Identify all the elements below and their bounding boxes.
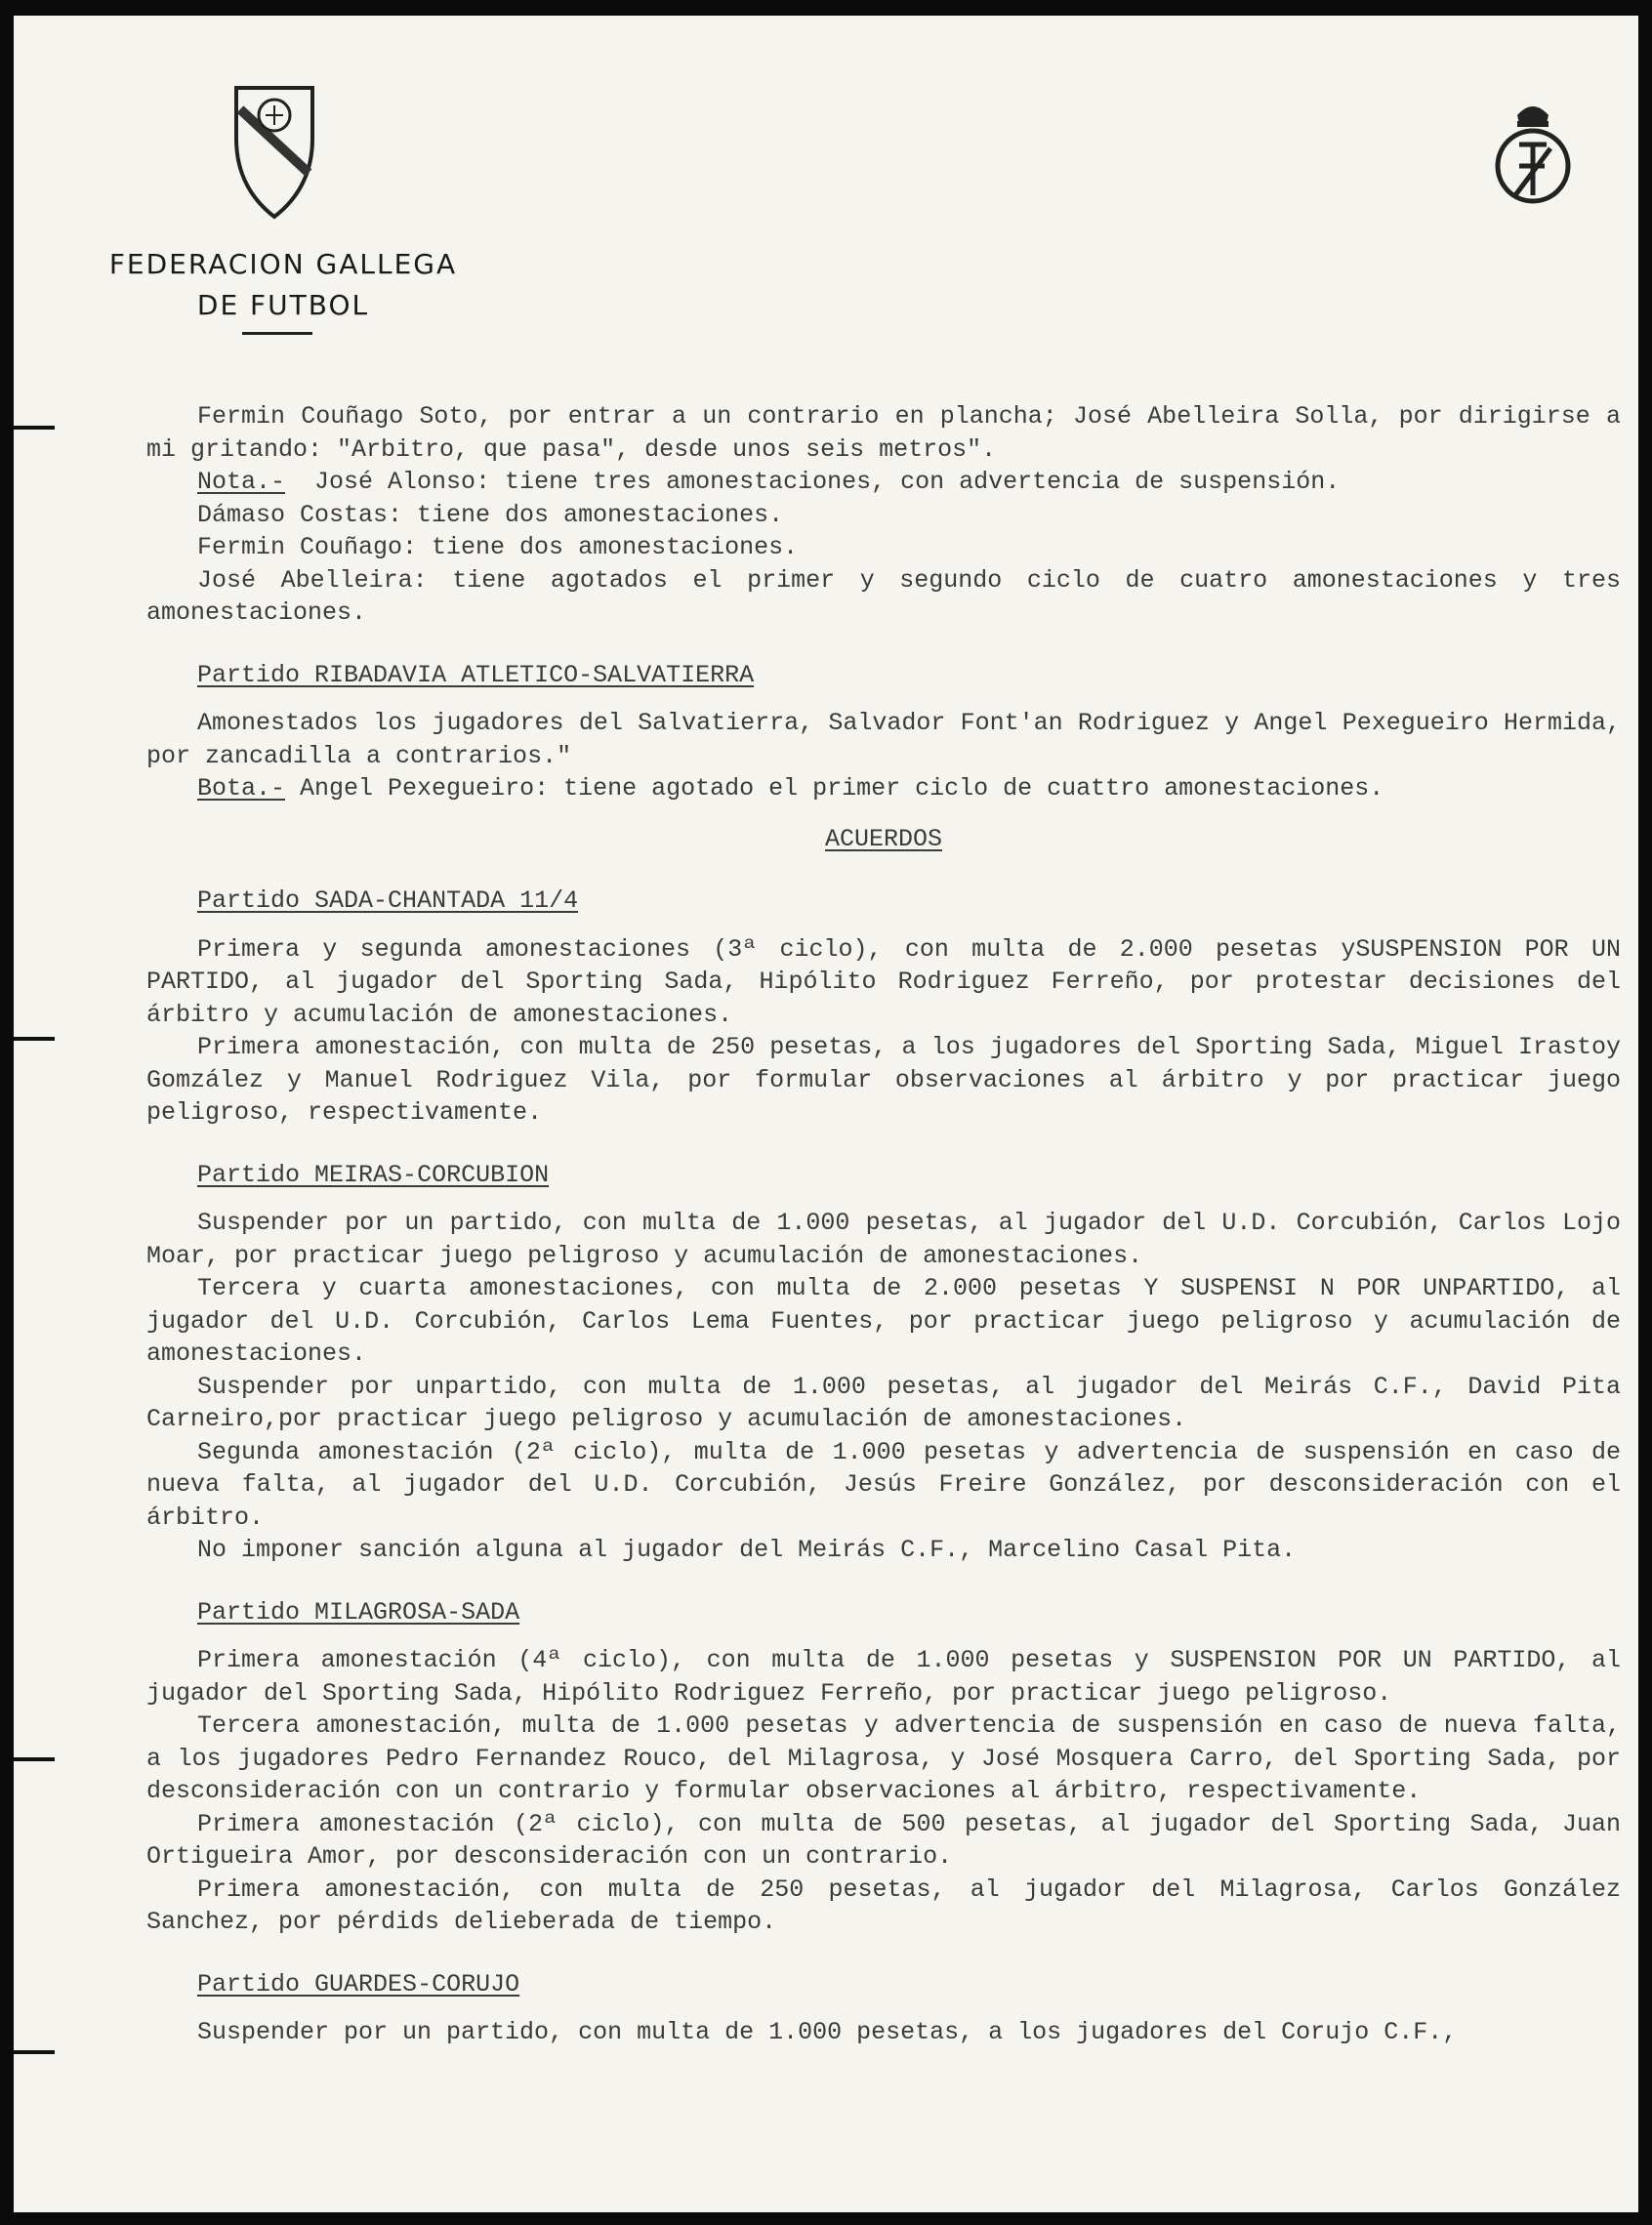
section-paragraph: Primera amonestación, con multa de 250 pesetas, a los jugadores del Sporting Sada, Miguel Irastoy Gomzález y Manuel Rodriguez Vila, por formular observaciones al árbitro y por practicar juego peligroso, respectivamente.: [146, 1033, 1621, 1127]
nota-label: Bota.-: [197, 774, 286, 803]
federation-name-line2: DE FUTBOL: [196, 289, 370, 321]
section-heading-name: SADA-CHANTADA 11/4: [314, 886, 579, 915]
royal-crest-logo: [1490, 94, 1576, 207]
acuerdos-title-text: ACUERDOS: [824, 824, 943, 853]
nota-line: José Abelleira: tiene agotados el primer y segundo ciclo de cuatro amonestaciones y tres amonestaciones.: [146, 565, 1621, 627]
section-paragraph: Suspender por unpartido, con multa de 1.000 pesetas, al jugador del Meirás C.F., David Pita Carneiro,por practicar juego peligroso y acumulación de amonestaciones.: [146, 1372, 1621, 1433]
section-paragraph: Tercera amonestación, multa de 1.000 pesetas y advertencia de suspensión en caso de nueva falta, a los jugadores Pedro Fernandez Rouco, del Milagrosa, y José Mosquera Carro, del Sporting Sada, por desconsideración con un contrario y formular observaciones al árbitro, respectivamente.: [146, 1711, 1621, 1805]
punch-mark: [14, 1757, 55, 1761]
nota-line: Fermin Couñago: tiene dos amonestaciones.: [197, 533, 799, 561]
section-heading-prefix: Partido: [197, 1969, 301, 1998]
section-paragraph: Primera amonestación (2ª ciclo), con multa de 500 pesetas, al jugador del Sporting Sada, Juan Ortigueira Amor, por desconsideración con un contrario.: [146, 1809, 1621, 1871]
section-paragraph: Primera amonestación, con multa de 250 pesetas, al jugador del Milagrosa, Carlos González Sanchez, por pérdids delieberada de tiempo.: [146, 1875, 1621, 1936]
document-body: [146, 400, 1621, 2049]
section-heading-prefix: Partido: [197, 1160, 301, 1189]
nota-line: [146, 466, 1621, 499]
nota-line: [146, 772, 1621, 805]
section-paragraph: Primera y segunda amonestaciones (3ª ciclo), con multa de 2.000 pesetas ySUSPENSION POR UN PARTIDO, al jugador del Sporting Sada, Hipólito Rodriguez Ferreño, por protestar decisiones del árbitro y acumulación de amonestaciones.: [146, 934, 1621, 1029]
section-paragraph: Tercera y cuarta amonestaciones, con multa de 2.000 pesetas Y SUSPENSI N POR UNPARTIDO, al jugador del U.D. Corcubión, Carlos Lema Fuentes, por practicar juego peligroso y acumulación de amonestaciones.: [146, 1274, 1621, 1368]
section-heading: [197, 1968, 1621, 2001]
section-heading-name: MILAGROSA-SADA: [314, 1597, 520, 1627]
nota-text: José Alonso: tiene tres amonestaciones, con advertencia de suspensión.: [314, 468, 1341, 496]
section-paragraph: Amonestados los jugadores del Salvatierra, Salvador Font'an Rodriguez y Angel Pexegueiro Hermida, por zancadilla a contrarios.": [146, 709, 1621, 770]
nota-line: Dámaso Costas: tiene dos amonestaciones.: [197, 500, 784, 529]
section-heading-name: GUARDES-CORUJO: [314, 1969, 520, 1998]
punch-mark: [14, 426, 55, 430]
section-heading: [197, 1596, 1621, 1629]
letterhead-rule: [242, 332, 312, 335]
federation-name: [88, 244, 478, 326]
federation-name-line1: FEDERACION GALLEGA: [108, 248, 458, 280]
federation-shield-logo: [230, 80, 318, 221]
intro-paragraph: Fermin Couñago Soto, por entrar a un contrario en plancha; José Abelleira Solla, por dirigirse a mi gritando: "Arbitro, que pasa", desde unos seis metros".: [146, 402, 1621, 464]
section-heading: [197, 659, 1621, 692]
section-paragraph: Segunda amonestación (2ª ciclo), multa de 1.000 pesetas y advertencia de suspensión en caso de nueva falta, al jugador del U.D. Corcubión, Jesús Freire González, por desconsideración con el árbitro.: [146, 1437, 1621, 1532]
section-heading-prefix: Partido: [197, 886, 301, 915]
section-paragraph: Primera amonestación (4ª ciclo), con multa de 1.000 pesetas y SUSPENSION POR UN PARTIDO, al jugador del Sporting Sada, Hipólito Rodriguez Ferreño, por practicar juego peligroso.: [146, 1646, 1621, 1708]
section-heading-prefix: Partido: [197, 660, 301, 689]
section-paragraph: Suspender por un partido, con multa de 1.000 pesetas, a los jugadores del Corujo C.F.,: [197, 2018, 1458, 2046]
nota-text: Angel Pexegueiro: tiene agotado el primer ciclo de cuattro amonestaciones.: [300, 774, 1384, 803]
punch-mark: [14, 2050, 55, 2054]
section-heading: [197, 885, 1621, 918]
section-heading-name: MEIRAS-CORCUBION: [314, 1160, 550, 1189]
section-paragraph: Suspender por un partido, con multa de 1.000 pesetas, al jugador del U.D. Corcubión, Carlos Lojo Moar, por practicar juego peligroso y acumulación de amonestaciones.: [146, 1209, 1621, 1270]
acuerdos-title: [146, 823, 1621, 856]
section-heading-prefix: Partido: [197, 1597, 301, 1627]
section-paragraph: No imponer sanción alguna al jugador del Meirás C.F., Marcelino Casal Pita.: [197, 1536, 1297, 1564]
section-heading: [197, 1159, 1621, 1192]
punch-mark: [14, 1037, 55, 1041]
section-heading-name: RIBADAVIA ATLETICO-SALVATIERRA: [314, 660, 755, 689]
nota-label: Nota.-: [197, 468, 286, 496]
